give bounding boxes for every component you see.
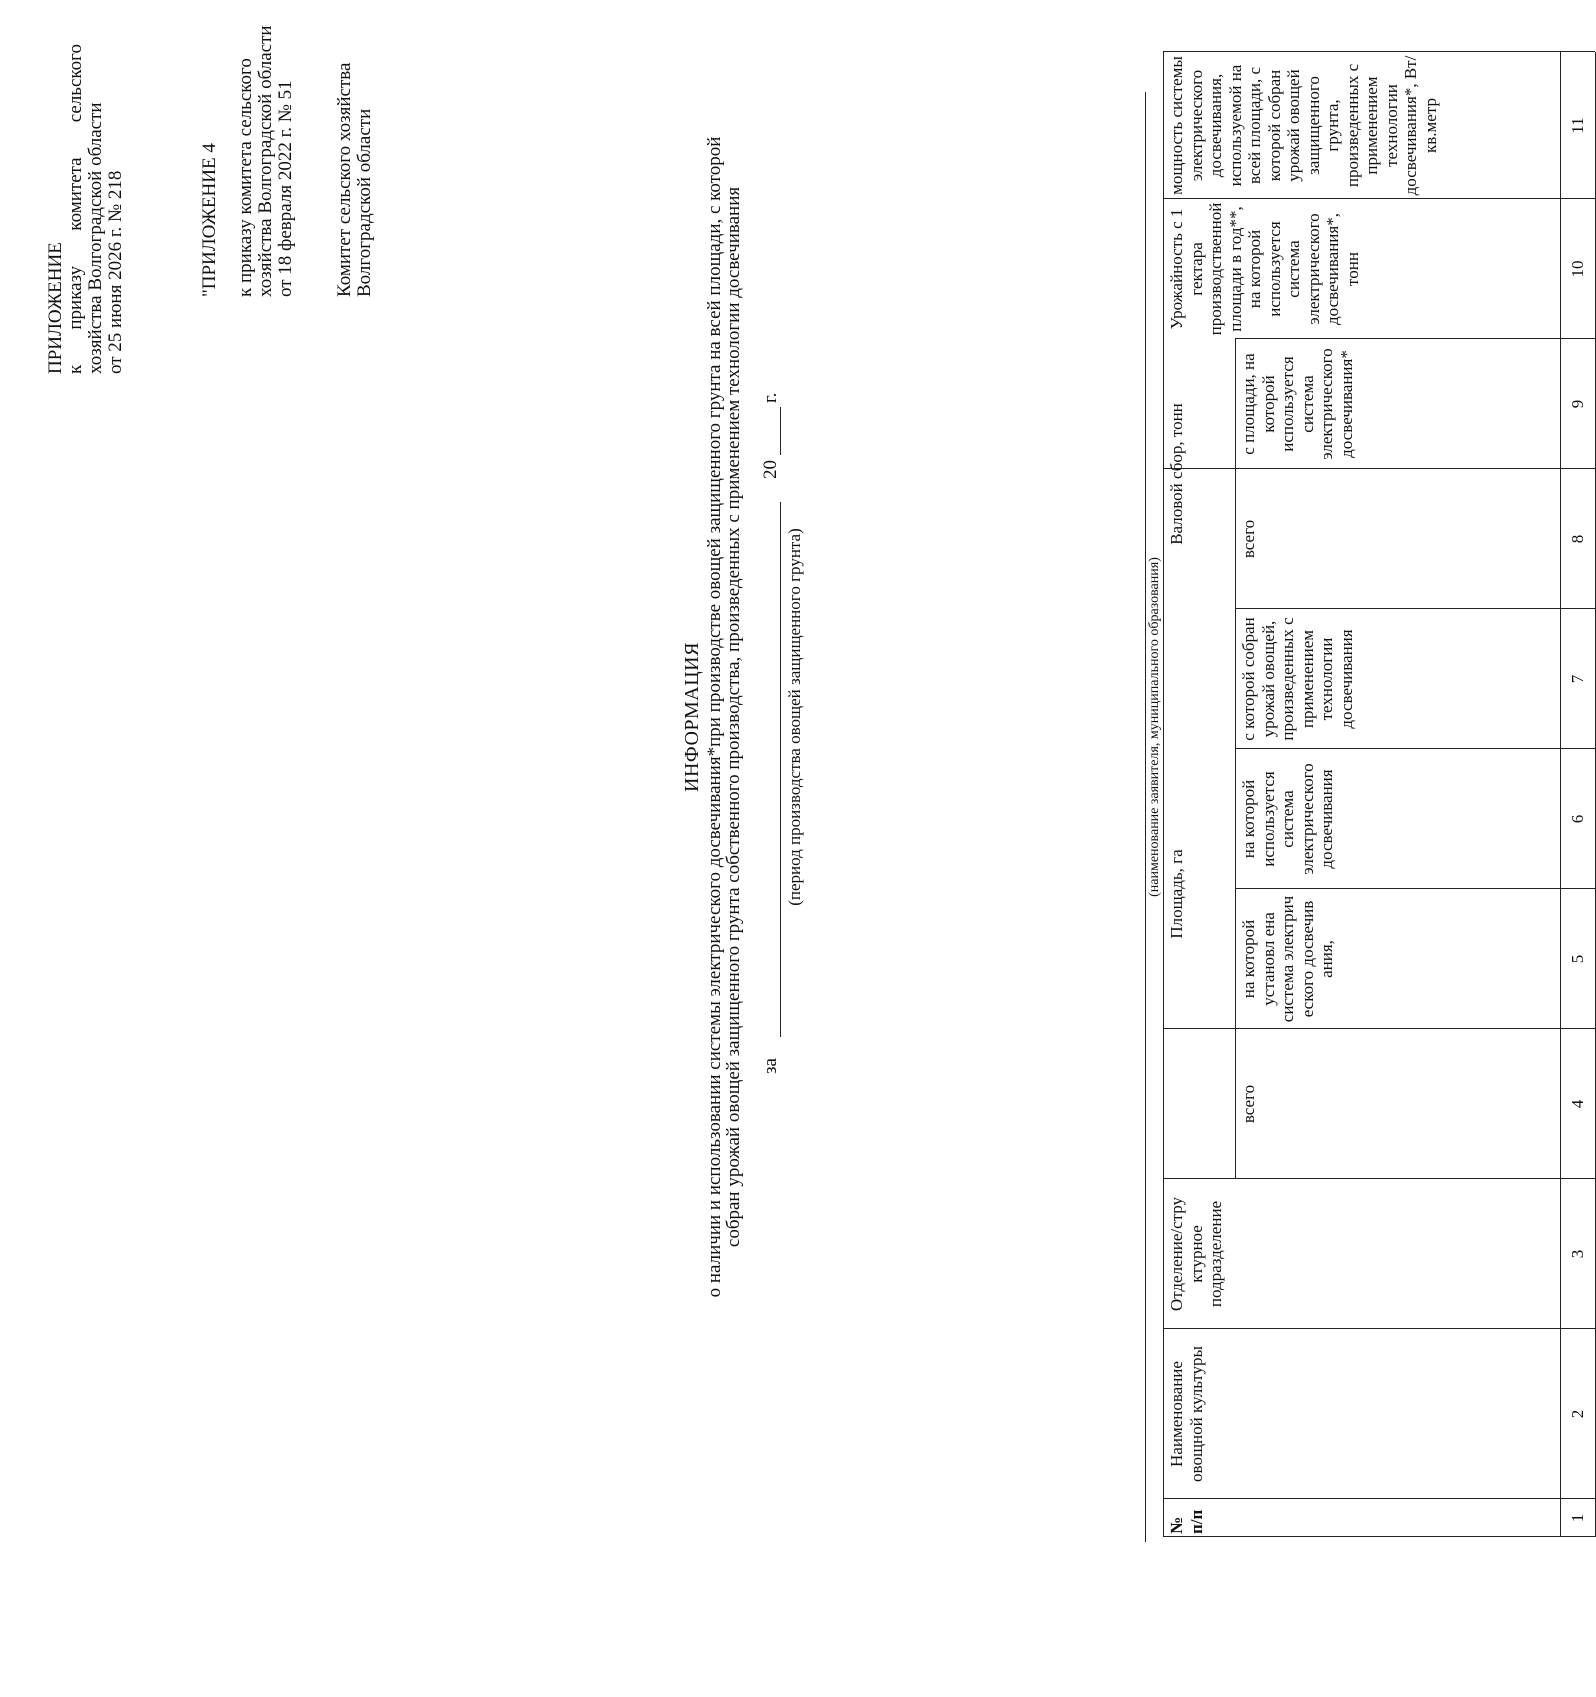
column-number: 3 (1568, 1249, 1587, 1259)
title-block (683, 117, 743, 1317)
table-column-line (1163, 198, 1595, 199)
recipient-line: Волгоградской области (354, 108, 375, 297)
table-column-line (1163, 51, 1595, 52)
column-number: 7 (1568, 674, 1587, 684)
table-subheader-line (1235, 609, 1236, 1179)
table-column-line (1163, 1536, 1595, 1537)
period-prefix: за (760, 1058, 781, 1074)
table-column-line (1163, 1328, 1595, 1329)
header-crop: Наименование овощной культуры (1167, 1346, 1206, 1482)
column-number: 2 (1568, 1409, 1587, 1419)
appendix4-header (200, 17, 296, 297)
appendix4-line: от 18 февраля 2022 г. № 51 (275, 80, 296, 297)
year-prefix: 20 (760, 460, 781, 479)
column-number: 8 (1568, 534, 1587, 544)
header-num: № п/п (1167, 1509, 1206, 1534)
recipient-block (335, 17, 375, 297)
table-column-line (1163, 1178, 1595, 1179)
period-underline (780, 502, 781, 1037)
appendix-line: хозяйства Волгоградской области (85, 102, 106, 374)
header-area-group: Площадь, га (1167, 849, 1186, 939)
recipient-line: Комитет сельского хозяйства (334, 62, 355, 297)
appendix-header (46, 44, 126, 374)
period-caption: (период производства овощей защищенного грунта) (785, 528, 804, 906)
column-number: 11 (1568, 117, 1587, 134)
appendix4-line: к приказу комитета сельского (235, 58, 256, 297)
header-harvest-lit: с площади, на которой используется система электрического досвечивания* (1239, 348, 1356, 460)
column-number: 1 (1568, 1513, 1587, 1523)
appendix4-line: хозяйства Волгоградской области (255, 25, 276, 297)
appendix-title: ПРИЛОЖЕНИЕ (45, 242, 66, 374)
appendix-line: от 25 июня 2026 г. № 218 (105, 170, 126, 374)
appendix-line: к приказу комитета сельского (65, 44, 86, 374)
header-harvest-total: всего (1239, 519, 1258, 559)
year-suffix: г. (760, 392, 781, 403)
table-top-line (1163, 52, 1164, 1537)
period-row (760, 117, 782, 1317)
header-area-installed: на которой установл ена система электрич еского досвечив ания, (1239, 895, 1336, 1023)
year-underline (780, 407, 781, 455)
column-number: 5 (1568, 954, 1587, 964)
table-column-line (1163, 1498, 1595, 1499)
header-area-total: всего (1239, 1084, 1258, 1124)
table-subheader-line (1235, 339, 1236, 609)
appendix4-title: "ПРИЛОЖЕНИЕ 4 (199, 143, 220, 297)
header-area-used: на которой используется система электрического досвечивания (1239, 763, 1336, 875)
header-harvest-group: Валовой сбор, тонн (1167, 403, 1186, 545)
applicant-caption: (наименование заявителя, муниципального образования) (1147, 557, 1162, 897)
table-column-line (1235, 338, 1595, 339)
header-power: мощность системы электрического досвечивания, используемой на всей площади, с которой собран урожай овощей защищенного грунта, произведенных с применением технологии досвечивания*, Вт/кв.метр (1167, 55, 1440, 196)
page-title: ИНФОРМАЦИЯ (681, 642, 703, 792)
column-number: 10 (1568, 260, 1587, 278)
table-column-line (1235, 608, 1595, 609)
header-area-harvested: с которой собран урожай овощей, произведенных с применением технологии досвечивания (1239, 617, 1356, 741)
table-row-line (1560, 52, 1561, 1537)
table-column-line (1235, 888, 1595, 889)
table-column-line (1235, 748, 1595, 749)
column-number: 6 (1568, 814, 1587, 824)
subtitle-line: собран урожай овощей защищенного грунта собственного производства, произведенных с применением технологии досвечивания (723, 186, 744, 1248)
header-yield: Урожайность с 1 гектара производственной площади в год**, на которой используется система электрического досвечивания*, тонн (1167, 202, 1362, 336)
header-division: Отделение/стру ктурное подразделение (1167, 1196, 1225, 1312)
column-number: 4 (1568, 1099, 1587, 1109)
subtitle-line: о наличии и использовании системы электрического досвечивания*при производстве овощей защищенного грунта на всей площади, с которой (704, 136, 725, 1298)
applicant-underline (1145, 92, 1146, 1542)
column-number: 9 (1568, 399, 1587, 409)
